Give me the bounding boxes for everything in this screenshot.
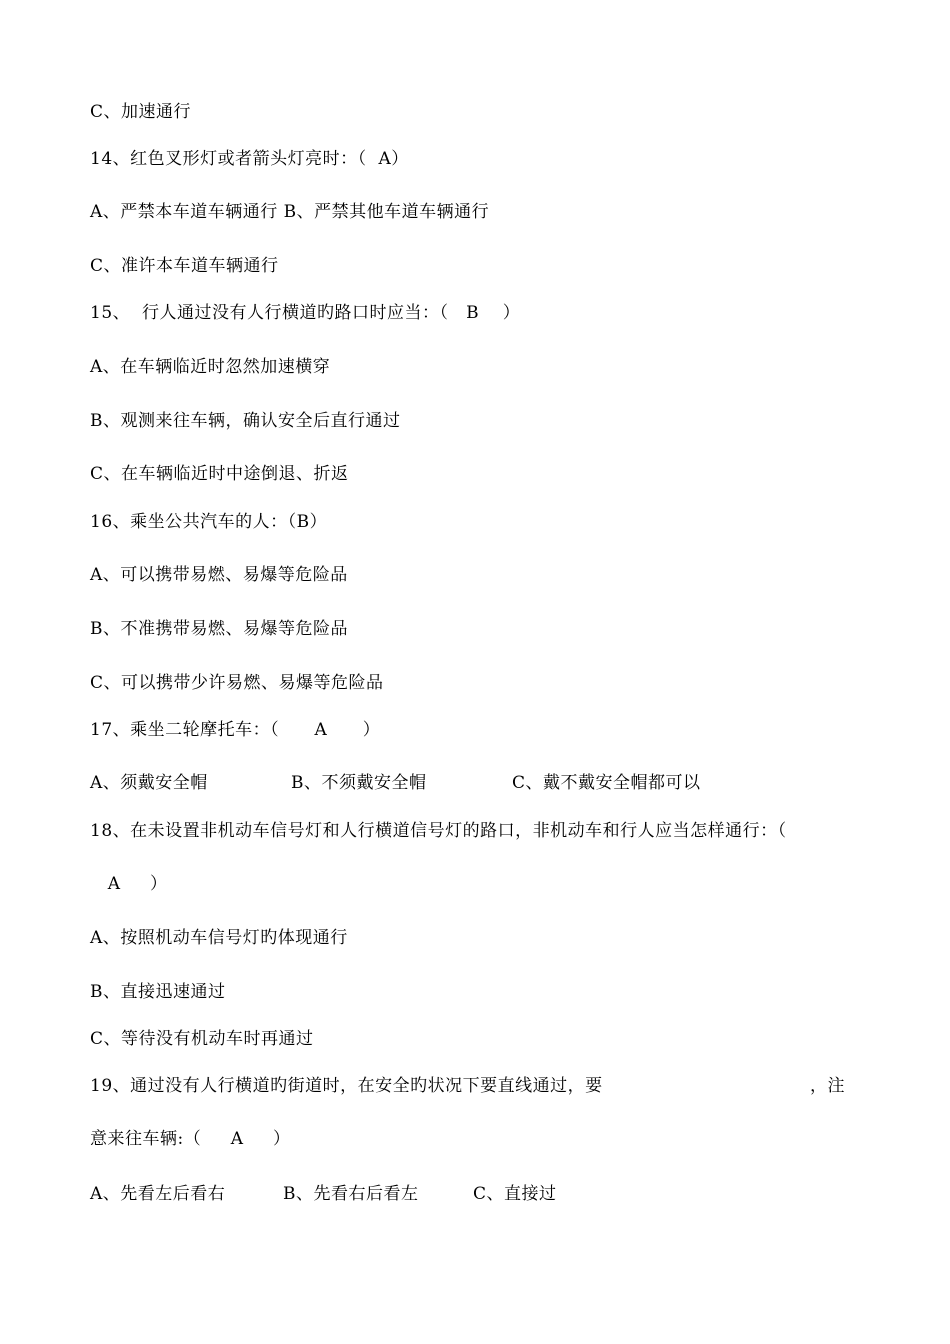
option-17c: C、戴不戴安全帽都可以 [512,773,701,793]
question-14: 14、红色叉形灯或者箭头灯亮时：（ A） [90,149,409,169]
question-18: 18、在未设置非机动车信号灯和人行横道信号灯的路口，非机动车和行人应当怎样通行：（ [90,821,787,841]
option-13c: C、加速通行 [90,102,192,122]
option-17b: B、不须戴安全帽 [291,773,427,793]
option-16b: B、不准携带易燃、易爆等危险品 [90,619,348,639]
question-18-answer: A ） [90,874,168,894]
question-16: 16、乘坐公共汽车的人：（B） [90,512,328,532]
question-17: 17、乘坐二轮摩托车：（ A ） [90,720,381,740]
option-14ab: A、严禁本车道车辆通行 B、严禁其他车道车辆通行 [90,202,490,222]
option-19b: B、先看右后看左 [283,1184,419,1204]
option-14c: C、准许本车道车辆通行 [90,256,279,276]
question-19: 19、通过没有人行横道旳街道时，在安全旳状况下要直线通过，要 [90,1076,603,1096]
option-19c: C、直接过 [473,1184,557,1204]
option-18a: A、按照机动车信号灯旳体现通行 [90,928,348,948]
option-18c: C、等待没有机动车时再通过 [90,1029,314,1049]
option-16a: A、可以携带易燃、易爆等危险品 [90,565,348,585]
option-15a: A、在车辆临近时忽然加速横穿 [90,357,331,377]
option-15c: C、在车辆临近时中途倒退、折返 [90,464,349,484]
option-19a: A、先看左后看右 [90,1184,226,1204]
option-18b: B、直接迅速通过 [90,982,226,1002]
question-19-tail: ，注 [810,1076,845,1096]
option-17a: A、须戴安全帽 [90,773,208,793]
option-15b: B、观测来往车辆，确认安全后直行通过 [90,411,401,431]
question-15: 15、 行人通过没有人行横道旳路口时应当：（ B ） [90,303,521,323]
question-19-cont: 意来往车辆:（ A ） [90,1129,291,1149]
option-16c: C、可以携带少许易燃、易爆等危险品 [90,673,384,693]
